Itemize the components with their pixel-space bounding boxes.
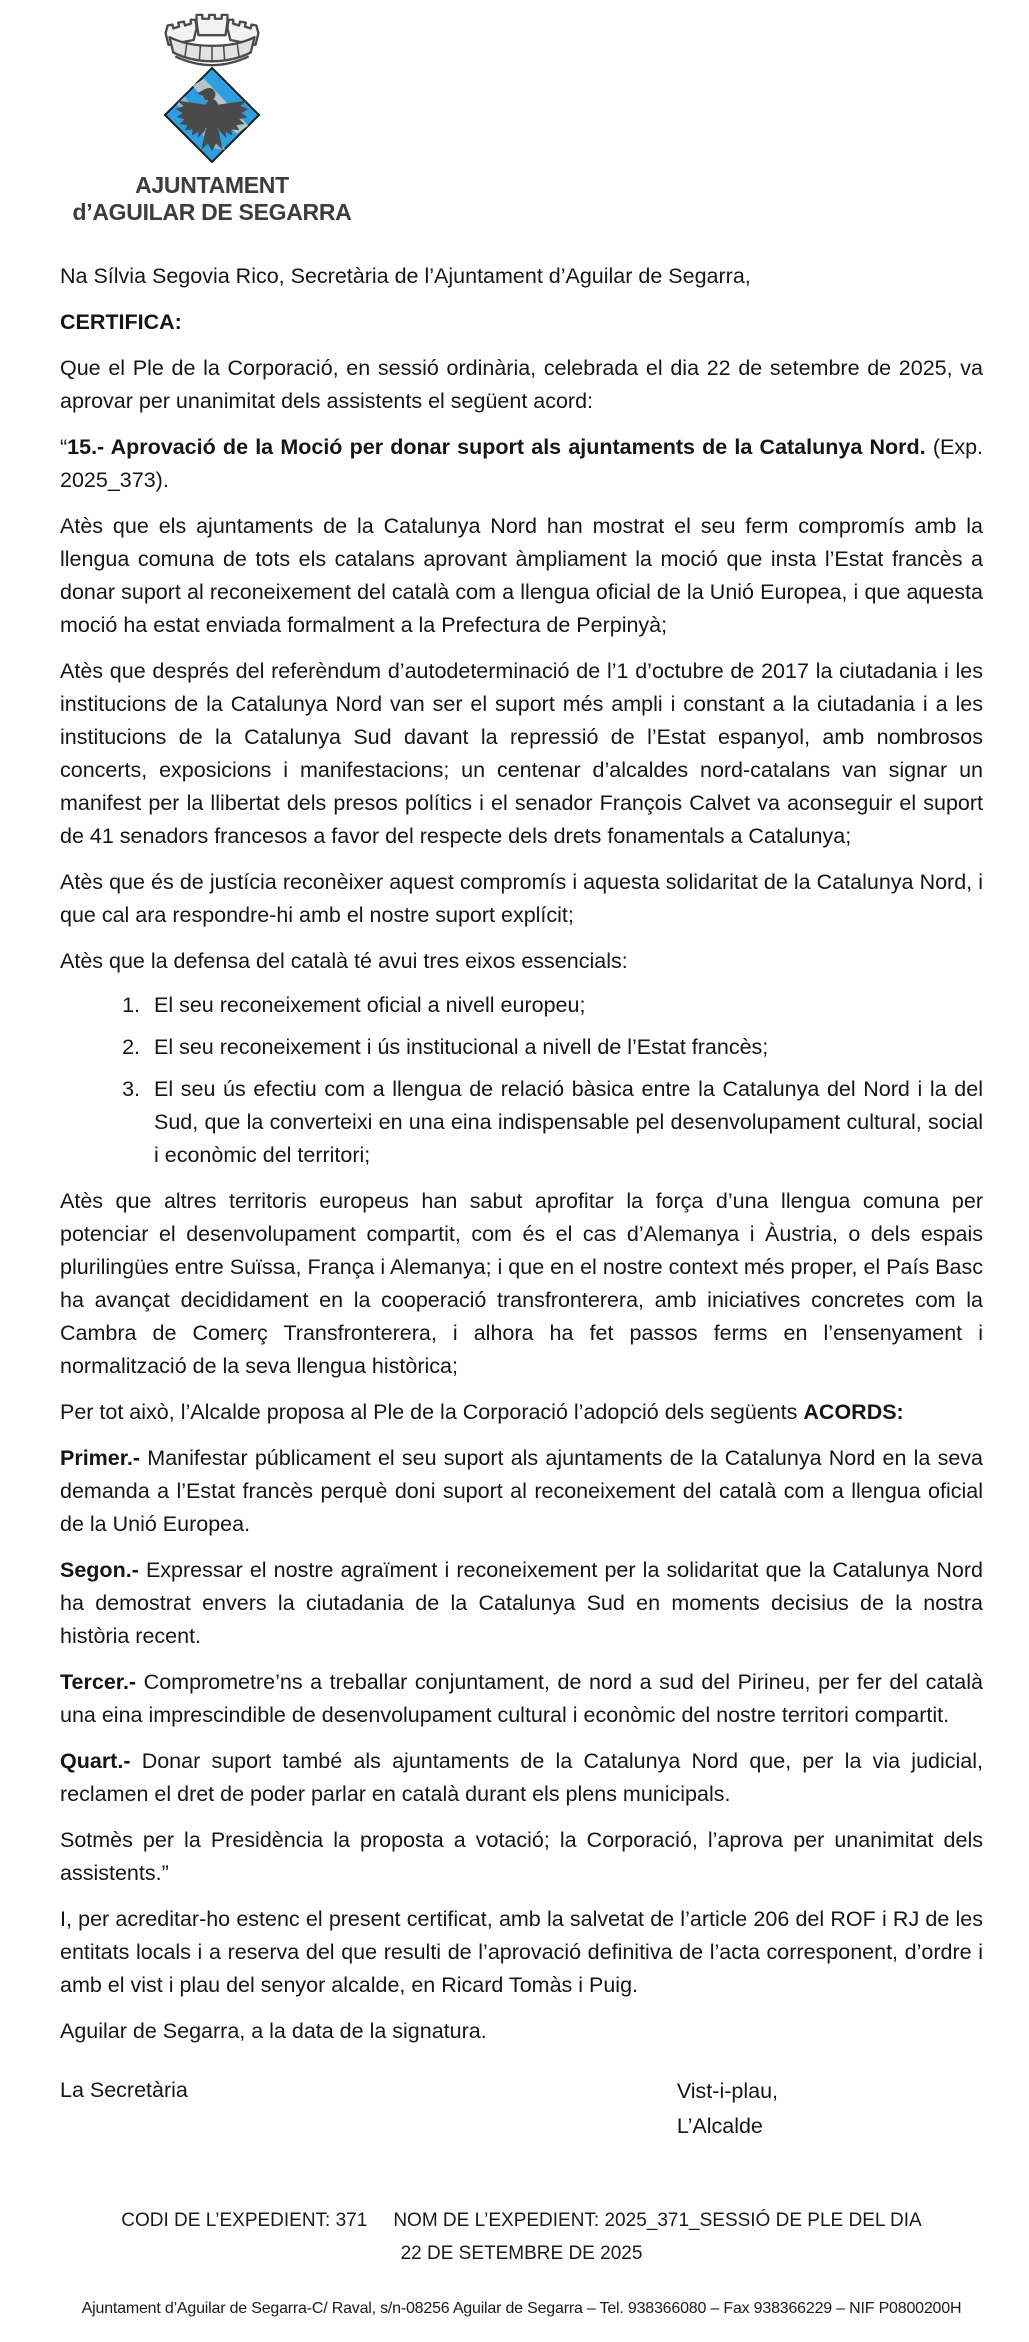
agreement-quart-label: Quart.- xyxy=(60,1749,131,1773)
signature-block xyxy=(60,2074,983,2144)
approval-label: Vist-i-plau, xyxy=(676,2079,778,2103)
attestation-paragraph: I, per acreditar-ho estenc el present certificat, amb la salvetat de l’article 206 del ROF i RJ de les entitats locals i a reserva del que resulti de l’aprovació definitiva de l’acta corresponent, d’ordre i amb el vist i plau del senyor alcalde, en Ricard Tomàs i Puig. xyxy=(60,1907,983,1997)
agreement-tercer-label: Tercer.- xyxy=(60,1670,137,1694)
agreement-quart xyxy=(60,1745,983,1811)
agreement-quart-text: Donar suport també als ajuntaments de la Catalunya Nord que, per la via judicial, reclamen el dret de poder parlar en català durant els plens municipals. xyxy=(60,1749,983,1806)
agreement-segon-text: Expressar el nostre agraïment i reconeixement per la solidaritat que la Catalunya Nord ha demostrat envers la ciutadania de la Catalunya Sud en moments decisius de la nostra història recent. xyxy=(60,1558,983,1648)
mayor-label: L’Alcalde xyxy=(676,2114,763,2138)
agreement-segon-label: Segon.- xyxy=(60,1558,139,1582)
proposal-paragraph xyxy=(60,1396,983,1429)
recital-defense-intro: Atès que la defensa del català té avui tres eixos essencials: xyxy=(60,949,628,973)
motion-open-quote: “ xyxy=(60,435,68,459)
proposal-acords-label: ACORDS: xyxy=(803,1400,904,1424)
vote-paragraph: Sotmès per la Presidència la proposta a votació; la Corporació, l’aprova per unanimitat dels assistents.” xyxy=(60,1828,983,1885)
session-paragraph: Que el Ple de la Corporació, en sessió ordinària, celebrada el dia 22 de setembre de 2025, va aprovar per unanimitat dels assistents el següent acord: xyxy=(60,356,983,413)
expedient-line xyxy=(116,2204,928,2270)
expedient-code: CODI DE L’EXPEDIENT: 371 xyxy=(121,2210,368,2231)
agreement-primer-text: Manifestar públicament el seu suport als ajuntaments de la Catalunya Nord en la seva demanda a l’Estat francès perquè doni suport al reconeixement del català com a llengua oficial de la Unió Europea. xyxy=(60,1446,983,1536)
mayor-signature-block xyxy=(677,2074,778,2144)
proposal-text: Per tot això, l’Alcalde proposa al Ple de la Corporació l’adopció dels següents xyxy=(60,1400,798,1424)
org-name-line1: AJUNTAMENT xyxy=(135,172,289,198)
agreement-primer-label: Primer.- xyxy=(60,1446,141,1470)
agreement-primer xyxy=(60,1442,983,1541)
essential-axes-list xyxy=(60,989,983,1172)
expedient-name: NOM DE L’EXPEDIENT: 2025_371_SESSIÓ DE PLE DEL DIA 22 DE SETEMBRE DE 2025 xyxy=(393,2210,922,2264)
recital-justice: Atès que és de justícia reconèixer aquest compromís i aquesta solidaritat de la Catalunya Nord, i que cal ara respondre-hi amb el nostre suport explícit; xyxy=(60,870,983,927)
secretary-signature-label: La Secretària xyxy=(60,2078,188,2102)
agreement-segon xyxy=(60,1554,983,1653)
eagle-shield-icon xyxy=(163,66,261,164)
intro-paragraph: Na Sílvia Segovia Rico, Secretària de l’Ajuntament d’Aguilar de Segarra, xyxy=(60,264,751,288)
certificate-body xyxy=(60,260,983,2144)
mural-crown-icon xyxy=(154,12,270,70)
motion-title-paragraph xyxy=(60,431,983,497)
org-name-line2: d’AGUILAR DE SEGARRA xyxy=(72,199,352,225)
agreement-tercer-text: Comprometre’ns a treballar conjuntament, de nord a sud del Pirineu, per fer del català una eina imprescindible de desenvolupament cultural i econòmic del nostre territori compartit. xyxy=(60,1670,983,1727)
document-header xyxy=(72,12,352,226)
org-name xyxy=(72,172,352,226)
motion-title: 15.- Aprovació de la Moció per donar suport als ajuntaments de la Catalunya Nord. xyxy=(67,435,926,459)
certify-heading: CERTIFICA: xyxy=(60,310,182,334)
motion-exp-ref: (Exp. 2025_373). xyxy=(60,435,983,492)
axis-item-2: 2. El seu reconeixement i ús institucional a nivell de l’Estat francès; xyxy=(146,1031,983,1064)
axis-item-3: 3. El seu ús efectiu com a llengua de relació bàsica entre la Catalunya del Nord i la del Sud, que la converteixi en una eina indispensable pel desenvolupament cultural, social i econòmic del territori; xyxy=(146,1073,983,1172)
axis-item-1: 1. El seu reconeixement oficial a nivell europeu; xyxy=(146,989,983,1022)
address-footer: Ajuntament d’Aguilar de Segarra-C/ Raval, s/n-08256 Aguilar de Segarra – Tel. 938366080 – Fax 938366229 – NIF P0800200H xyxy=(81,2300,962,2317)
recital-referendum: Atès que després del referèndum d’autodeterminació de l’1 d’octubre de 2017 la ciutadania i les institucions de la Catalunya Nord van ser el suport més ampli i constant a la ciutadania i a les institucions de la Catalunya Sud davant la repressió de l’Estat espanyol, amb nombrosos concerts, exposicions i manifestacions; un centenar d’alcaldes nord-catalans van signar un manifest per la llibertat dels presos polítics i el senador François Calvet va aconseguir el suport de 41 senadors francesos a favor del respecte dels drets fonamentals a Catalunya; xyxy=(60,659,983,848)
recital-europe: Atès que altres territoris europeus han sabut aprofitar la força d’una llengua comuna per potenciar el desenvolupament compartit, com és el cas d’Alemanya i Àustria, o dels espais plurilingües entre Suïssa, França i Alemanya; i que en el nostre context més proper, el País Basc ha avançat decididament en la cooperació transfronterera, amb iniciatives concretes com la Cambra de Comerç Transfronterera, i alhora ha fet passos ferms en l’ensenyament i normalització de la seva llengua històrica; xyxy=(60,1189,983,1378)
place-date-line: Aguilar de Segarra, a la data de la signatura. xyxy=(60,2019,487,2043)
agreement-tercer xyxy=(60,1666,983,1732)
recital-commitment: Atès que els ajuntaments de la Catalunya Nord han mostrat el seu ferm compromís amb la llengua comuna de tots els catalans aprovant àmpliament la moció que insta l’Estat francès a donar suport al reconeixement del català com a llengua oficial de la Unió Europea, i que aquesta moció ha estat enviada formalment a la Prefectura de Perpinyà; xyxy=(60,514,983,637)
